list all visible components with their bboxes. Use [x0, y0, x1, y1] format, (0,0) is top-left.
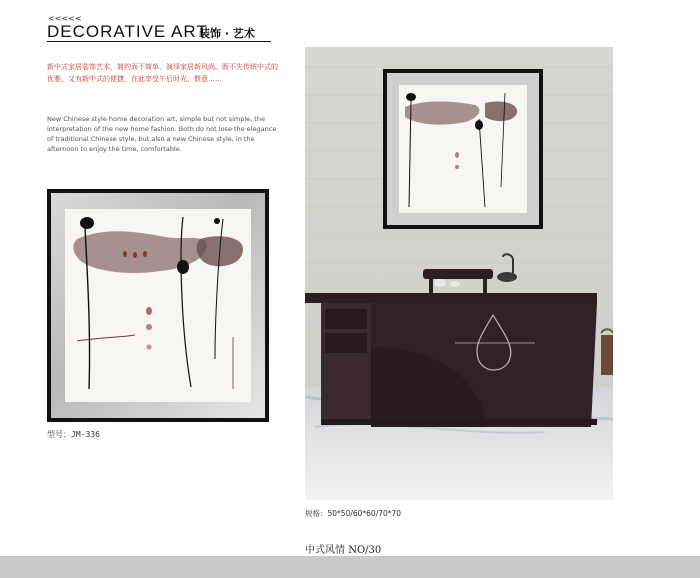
caption-number: NO/30 — [348, 545, 382, 556]
room-scene — [305, 47, 613, 500]
ink-painting — [65, 209, 251, 402]
model-number: 型号：JM-336 — [47, 430, 100, 439]
intro-text-cn: 新中式家居装饰艺术，简约而不简单，演绎家居新风尚。既不失传统中式的优雅，又有新中式的便捷，在此享受午后时光，惬意…… — [47, 63, 278, 83]
brand-title: DECORATIVE ART — [47, 22, 208, 41]
footer-bar — [0, 556, 700, 578]
caption-style: 中式风情 — [305, 545, 345, 556]
intro-text-en: New Chinese style home decoration art, simple but not simple, the interpretation of the new home fashion. Both do not lose the elegance of traditional Chinese style, but also a new Chinese style, in the afternoon to enjoy the time, comfortable. — [47, 115, 277, 153]
room-scene-image — [305, 47, 613, 500]
spec-text: 规格：50*50/60*60/70*70 — [305, 509, 402, 518]
ink-painting-image — [65, 209, 243, 394]
arrow-marks: <<<<< — [48, 14, 82, 23]
caption — [305, 541, 381, 556]
framed-artwork — [47, 189, 269, 422]
brand-title-cn: 装饰 · 艺术 — [199, 27, 255, 40]
header-rule — [47, 41, 271, 42]
